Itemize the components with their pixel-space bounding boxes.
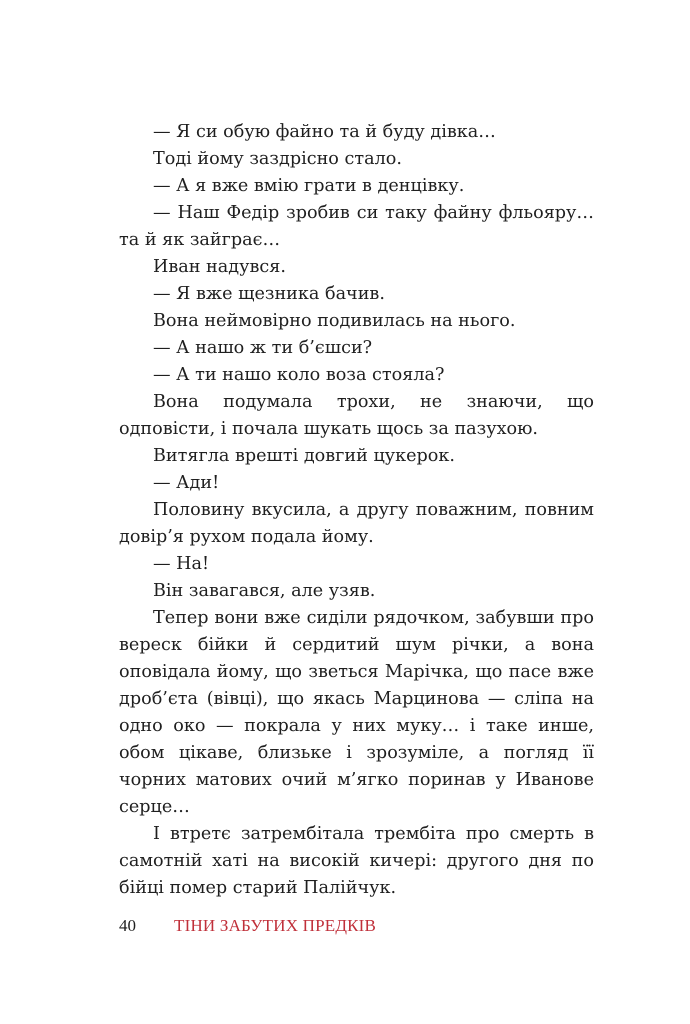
page-body-text	[119, 119, 594, 902]
page-footer	[119, 916, 376, 940]
paragraph: — Я си обую файно та й буду дівка…	[153, 122, 496, 142]
paragraph: — Наш Федір зробив си таку файну фльояру… та й як зайграє…	[119, 203, 594, 250]
paragraph: Тоді йому заздрісно стало.	[153, 149, 402, 169]
paragraph: Тепер вони вже сиділи рядочком, забувши про вереск бійки й сердитий шум річки, а вона оповідала йому, що зветься Марічка, що пасе вже дроб’єта (вівці), що якась Марцинова — сліпа на одно око — покрала у них муку… і таке инше, обом цікаве, близьке і зрозуміле, а погляд її чорних матових очий м’ягко поринав у Иванове серце…	[119, 608, 594, 817]
paragraph: — А нашо ж ти б’єшси?	[153, 338, 373, 358]
paragraph: — Я вже щезника бачив.	[153, 284, 385, 304]
paragraph: Половину вкусила, а другу поважним, повним довір’я рухом подала йому.	[119, 500, 594, 547]
page-number: 40	[119, 916, 136, 935]
paragraph: Витягла врешті довгий цукерок.	[153, 446, 455, 466]
paragraph: Вона подумала трохи, не знаючи, що одповісти, і почала шукать щось за пазухою.	[119, 392, 594, 439]
paragraph: Вона неймовірно подивилась на нього.	[153, 311, 516, 331]
paragraph: Иван надувся.	[153, 257, 286, 277]
paragraph: Він завагався, але узяв.	[153, 581, 376, 601]
paragraph: — А ти нашо коло воза стояла?	[153, 365, 445, 385]
paragraph: — А я вже вмію грати в денцівку.	[153, 176, 465, 196]
paragraph: — Ади!	[153, 473, 220, 493]
paragraph: — На!	[153, 554, 210, 574]
paragraph: І втретє затрембітала трембіта про смерть в самотній хаті на високій кичері: другого дня по бійці помер старий Палійчук.	[119, 824, 594, 898]
running-title: ТІНИ ЗАБУТИХ ПРЕДКІВ	[174, 916, 377, 935]
